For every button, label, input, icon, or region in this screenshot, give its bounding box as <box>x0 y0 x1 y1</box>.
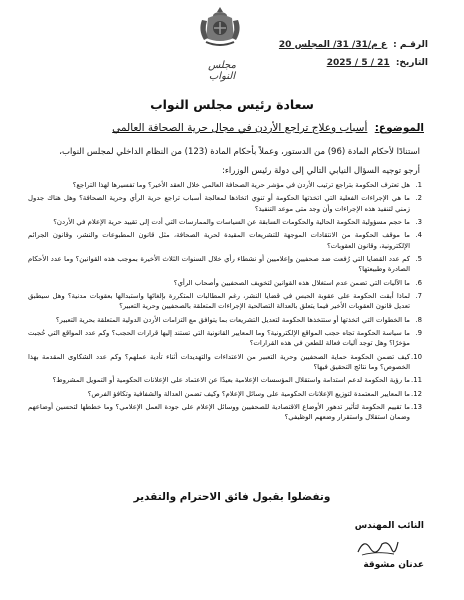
subject-line <box>112 122 424 134</box>
closing-salutation: وتفضلوا بقبول فائق الاحترام والتقدير <box>133 491 331 503</box>
question-number: 6. <box>415 278 422 287</box>
list-item <box>28 291 422 311</box>
list-item <box>28 254 422 274</box>
question-number: 11. <box>411 376 422 385</box>
questions-list <box>28 180 422 426</box>
intro-legal-basis: استنادًا لأحكام المادة (96) من الدستور، وعملاً بأحكام المادة (123) من النظام الداخلي لمجلس النواب، <box>59 147 420 157</box>
reference-value: ع م/31/ 31/ المجلس 20 <box>278 40 388 50</box>
council-signature-logo: مجلس النواب <box>208 60 236 82</box>
reference-number <box>279 40 428 50</box>
date-value: 21 / 5 / 2025 <box>326 58 390 68</box>
reference-label: الرقـم : <box>393 40 428 50</box>
list-item <box>28 328 422 348</box>
question-text: كيف تضمن الحكومة حماية الصحفيين وحرية التعبير من الاعتداءات والتهديدات أثناء تأدية عملهم؟ وكم عدد الشكاوى المقدمة بهذا الخصوص؟ وما نتائج التحقيق فيها؟ <box>28 352 410 371</box>
question-number: 5. <box>415 254 422 263</box>
question-text: ما سياسة الحكومة تجاه حجب المواقع الإلكترونية؟ وما المعايير القانونية التي تستند إليها قرارات الحجب؟ وكم عدد المواقع التي حُجبت مؤخرًا؟ وهل توجد آليات فعالة للطعن في هذه القرارات؟ <box>28 328 410 348</box>
signer-name: عدنان مشوقة <box>363 560 424 570</box>
list-item <box>28 193 422 213</box>
question-text: ما موقف الحكومة من الانتقادات الموجهة للتشريعات المقيدة لحرية الصحافة، مثل قانون المطبوعات والنشر، وقانون الجرائم الإلكترونية، وقانون العقوبات؟ <box>28 231 410 250</box>
document-date <box>327 58 428 68</box>
question-number: 3. <box>415 217 422 226</box>
question-number: 8. <box>415 315 422 324</box>
date-label: التاريخ: <box>395 58 428 68</box>
signer-title: النائب المهندس <box>354 521 424 531</box>
question-text: ما المعايير المعتمدة لتوزيع الإعلانات الحكومية على وسائل الإعلام؟ وكيف تضمن العدالة والشفافية وتكافؤ الفرص؟ <box>87 389 410 398</box>
question-text: كم عدد القضايا التي رُفعت ضد صحفيين وإعلاميين أو نشطاء رأي خلال السنوات الثلاث الأخيرة بموجب هذه القوانين؟ وما عدد الأحكام الصادرة وطبيعتها؟ <box>28 254 410 274</box>
subject-label: الموضوع: <box>374 122 424 134</box>
list-item <box>28 230 422 250</box>
question-number: 12. <box>411 389 422 398</box>
question-text: ما رؤية الحكومة لدعم استدامة واستقلال المؤسسات الإعلامية بعيدًا عن الاعتماد على الإعلانات الحكومية أو التمويل المشروط؟ <box>52 376 410 385</box>
list-item <box>28 352 422 372</box>
question-number: 2. <box>415 194 422 203</box>
list-item <box>28 180 422 190</box>
question-text: ما هي الإجراءات الفعلية التي اتخذتها الحكومة أو تنوي اتخاذها لمعالجة أسباب تراجع حرية الرأي وحرية الصحافة؟ وهل هناك جدول زمني لتنفيذ هذه الإجراءات وأن وجد متى موعد التنفيذ؟ <box>28 194 410 213</box>
question-number: 10. <box>411 352 422 361</box>
question-number: 7. <box>415 291 422 300</box>
question-number: 4. <box>415 231 422 240</box>
question-text: ما حجم مسؤولية الحكومة الحالية والحكومات السابقة عن السياسات والممارسات التي أدت إلى تقييد حرية الإعلام في الأردن؟ <box>53 217 410 226</box>
intro-request: أرجو توجيه السؤال النيابي التالي إلى دولة رئيس الوزراء: <box>222 166 420 176</box>
signature-icon <box>354 534 402 560</box>
list-item <box>28 402 422 422</box>
coat-of-arms-icon <box>196 4 244 50</box>
list-item <box>28 278 422 288</box>
question-number: 9. <box>415 328 422 337</box>
addressee: سعادة رئيس مجلس النواب <box>150 97 314 112</box>
question-text: ما الآليات التي تضمن عدم استغلال هذه القوانين لتخويف الصحفيين وأصحاب الرأي؟ <box>173 278 410 287</box>
question-number: 1. <box>415 181 422 189</box>
question-text: ما تقييم الحكومة لتأثير تدهور الأوضاع الاقتصادية للصحفيين ووسائل الإعلام على جودة العمل الإعلامي؟ وما خططها لتحسين أوضاعهم وضمان استقلال واستقرار وضعهم الوظيفي؟ <box>28 402 410 422</box>
question-text: لماذا أبقت الحكومة على عقوبة الحبس في قضايا النشر، رغم المطالبات المتكررة بإلغائها واستبدالها بعقوبات مدنية؟ وهل سيطبق تعديل قانون العقوبات الأخير فيما يتعلق بالعدالة التصالحية الإجراءات المتعلقة بالصحفيين وحرية التعبير؟ <box>28 291 410 311</box>
list-item <box>28 217 422 227</box>
question-text: ما الخطوات التي اتخذتها أو ستتخذها الحكومة لتعديل التشريعات بما يتوافق مع التزامات الأردن الدولية المتعلقة بحرية التعبير؟ <box>55 315 410 324</box>
list-item <box>28 389 422 399</box>
list-item <box>28 375 422 385</box>
question-text: هل تعترف الحكومة بتراجع ترتيب الأردن في مؤشر حرية الصحافة العالمي خلال العقد الأخير؟ وما تفسيرها لهذا التراجع؟ <box>72 181 410 189</box>
list-item <box>28 315 422 325</box>
subject-text: أسباب وعلاج تراجع الأردن في مجال حرية الصحافة العالمي <box>112 122 368 134</box>
question-number: 13. <box>411 402 422 411</box>
